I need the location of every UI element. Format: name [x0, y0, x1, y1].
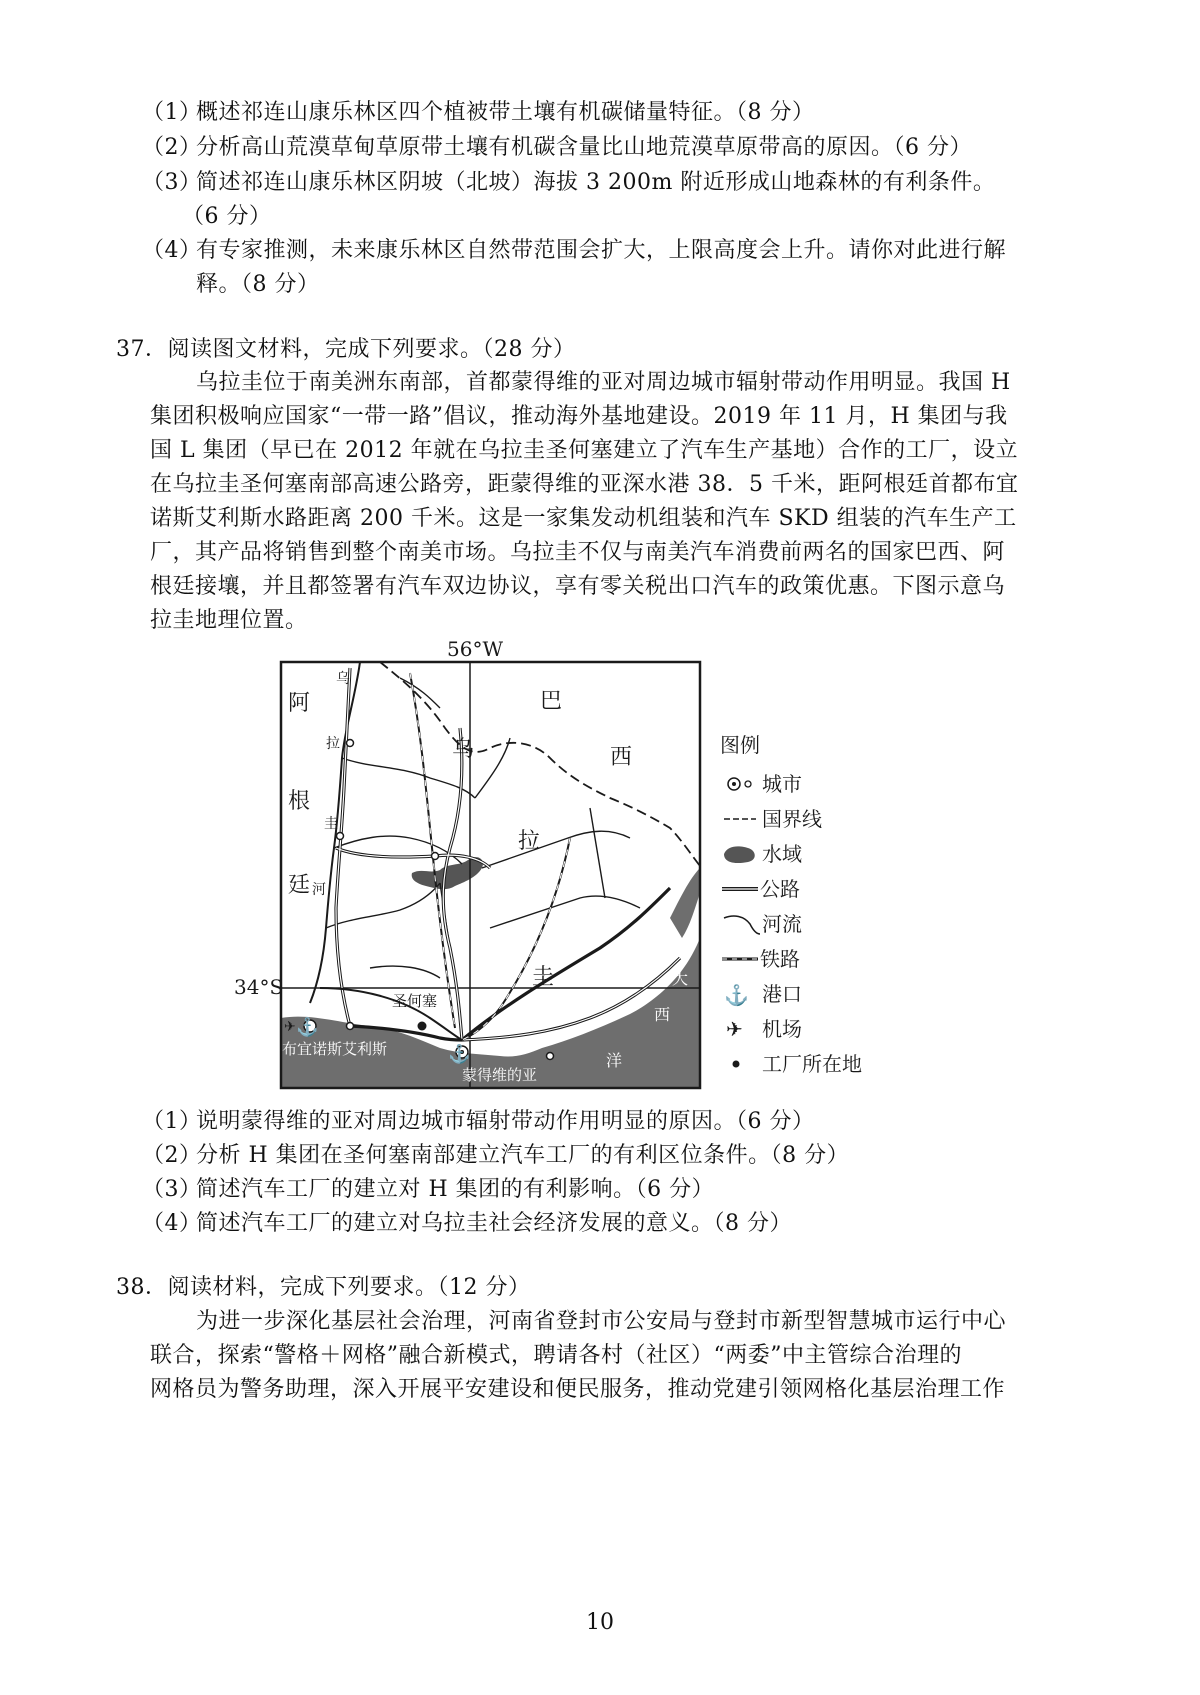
city-marker: [547, 1053, 554, 1060]
q37-part-4-label: （4）: [142, 1211, 202, 1236]
q36-part-4-text: 有专家推测，未来康乐林区自然带范围会扩大，上限高度会上升。请你对此进行解: [196, 238, 1007, 263]
q36-part-2-label: （2）: [142, 135, 202, 160]
q37-paragraph-line-7: 根廷接壤，并且都签署有汽车双边协议，享有零关税出口汽车的政策优惠。下图示意乌: [150, 574, 1006, 599]
argentina-label-2: 根: [288, 789, 311, 814]
q36-part-3-cont: （6 分）: [182, 204, 272, 229]
ocean-label-3: 洋: [606, 1051, 623, 1070]
q37-part-2-text: 分析 H 集团在圣何塞南部建立汽车工厂的有利区位条件。（8 分）: [196, 1143, 850, 1168]
q38-heading: 38．阅读材料，完成下列要求。（12 分）: [116, 1275, 531, 1300]
buenos-aires-label: 布宜诺斯艾利斯: [282, 1040, 388, 1058]
anchor-icon: ⚓: [448, 1044, 471, 1065]
q37-part-4-text: 简述汽车工厂的建立对乌拉圭社会经济发展的意义。（8 分）: [196, 1211, 792, 1236]
legend-port: 港口: [762, 982, 802, 1006]
legend-river-icon: [724, 916, 760, 934]
factory-location-dot: [418, 1022, 427, 1031]
highways-inner: [336, 668, 680, 1040]
san-jose-label: 圣何塞: [392, 992, 438, 1010]
uruguay-label-1: 乌: [452, 737, 475, 762]
q37-paragraph-line-6: 厂，其产品将销售到整个南美市场。乌拉圭不仅与南美汽车消费前两名的国家巴西、阿: [150, 540, 1006, 565]
map-legend: [720, 733, 862, 1076]
q37-paragraph-line-4: 在乌拉圭圣何塞南部高速公路旁，距蒙得维的亚深水港 38．5 千米，距阿根廷首都布宜: [150, 472, 1019, 497]
q37-part-2-label: （2）: [142, 1143, 202, 1168]
legend-title: 图例: [720, 733, 760, 757]
legend-highway: 公路: [760, 877, 800, 901]
legend-river: 河流: [762, 912, 802, 936]
legend-factory-icon: [733, 1061, 740, 1068]
legend-factory: 工厂所在地: [762, 1052, 862, 1076]
q37-paragraph-line-1: 乌拉圭位于南美洲东南部，首都蒙得维的亚对周边城市辐射带动作用明显。我国 H: [196, 370, 1011, 395]
uruguay-river-label-4: 河: [312, 882, 326, 898]
uruguay-river-label-2: 拉: [326, 736, 340, 752]
q38-paragraph-line-3: 网格员为警务助理，深入开展平安建设和便民服务，推动党建引领网格化基层治理工作: [150, 1377, 1006, 1402]
q37-part-3-label: （3）: [142, 1177, 202, 1202]
city-marker: [432, 853, 439, 860]
legend-airport-icon: ✈: [726, 1017, 743, 1041]
airplane-icon: ✈: [284, 1019, 296, 1035]
uruguay-river-label-1: 乌: [336, 671, 350, 687]
q37-paragraph-line-8: 拉圭地理位置。: [150, 608, 308, 633]
q36-part-4-cont: 释。（8 分）: [196, 272, 320, 297]
city-marker: [337, 833, 344, 840]
q37-part-1-text: 说明蒙得维的亚对周边城市辐射带动作用明显的原因。（6 分）: [196, 1109, 815, 1134]
argentina-label-1: 阿: [288, 691, 311, 716]
q36-part-2-text: 分析高山荒漠草甸草原带土壤有机碳含量比山地荒漠草原带高的原因。（6 分）: [196, 135, 972, 160]
city-marker: [347, 740, 354, 747]
argentina-label-3: 廷: [288, 873, 311, 898]
uruguay-label-2: 拉: [518, 829, 541, 854]
q37-paragraph-line-5: 诺斯艾利斯水路距离 200 千米。这是一家集发动机组装和汽车 SKD 组装的汽车生产工: [150, 506, 1017, 531]
legend-water-icon: [724, 846, 755, 863]
city-marker: [347, 1023, 354, 1030]
legend-airport: 机场: [762, 1017, 802, 1041]
q37-paragraph-line-3: 国 L 集团（早已在 2012 年就在乌拉圭圣何塞建立了汽车生产基地）合作的工厂，设立: [150, 438, 1019, 463]
legend-water: 水域: [762, 842, 802, 866]
anchor-icon: ⚓: [296, 1017, 319, 1038]
lat-label: 34°S: [234, 975, 284, 999]
q36-part-1-text: 概述祁连山康乐林区四个植被带土壤有机碳储量特征。（8 分）: [196, 100, 815, 125]
legend-city-icon: [745, 781, 751, 787]
q36-part-3-text: 简述祁连山康乐林区阴坡（北坡）海拔 3 200m 附近形成山地森林的有利条件。: [196, 170, 996, 195]
q38-paragraph-line-1: 为进一步深化基层社会治理，河南省登封市公安局与登封市新型智慧城市运行中心: [196, 1309, 1007, 1334]
q38-paragraph-line-2: 联合，探索“警格＋网格”融合新模式，聘请各村（社区）“两委”中主管综合治理的: [150, 1343, 962, 1368]
legend-port-icon: ⚓: [724, 983, 749, 1007]
highways: [336, 668, 680, 1040]
ocean-label-1: 大: [672, 969, 689, 988]
brazil-label-2: 西: [610, 745, 633, 770]
lagoon-mirim-water: [670, 868, 700, 938]
ocean-label-2: 西: [654, 1005, 671, 1024]
legend-capital-dot: [732, 782, 736, 786]
q37-part-1-label: （1）: [142, 1109, 202, 1134]
lon-label: 56°W: [447, 637, 504, 661]
uruguay-label-3: 圭: [532, 965, 555, 990]
q37-heading: 37．阅读图文材料，完成下列要求。（28 分）: [116, 337, 576, 362]
page-number: 10: [586, 1610, 614, 1635]
legend-railway: 铁路: [760, 947, 800, 971]
legend-border: 国界线: [762, 807, 822, 831]
q36-part-4-label: （4）: [142, 238, 202, 263]
uruguay-river: [310, 662, 360, 1003]
rivers: [326, 678, 640, 1040]
brazil-label-1: 巴: [540, 689, 563, 714]
montevideo-label: 蒙得维的亚: [462, 1066, 538, 1084]
q37-part-3-text: 简述汽车工厂的建立对 H 集团的有利影响。（6 分）: [196, 1177, 715, 1202]
q36-part-1-label: （1）: [142, 100, 202, 125]
q37-paragraph-line-2: 集团积极响应国家“一带一路”倡议，推动海外基地建设。2019 年 11 月，H 集团与我: [150, 404, 1008, 429]
legend-city: 城市: [762, 772, 802, 796]
q36-part-3-label: （3）: [142, 170, 202, 195]
uruguay-river-label-3: 圭: [324, 816, 338, 832]
